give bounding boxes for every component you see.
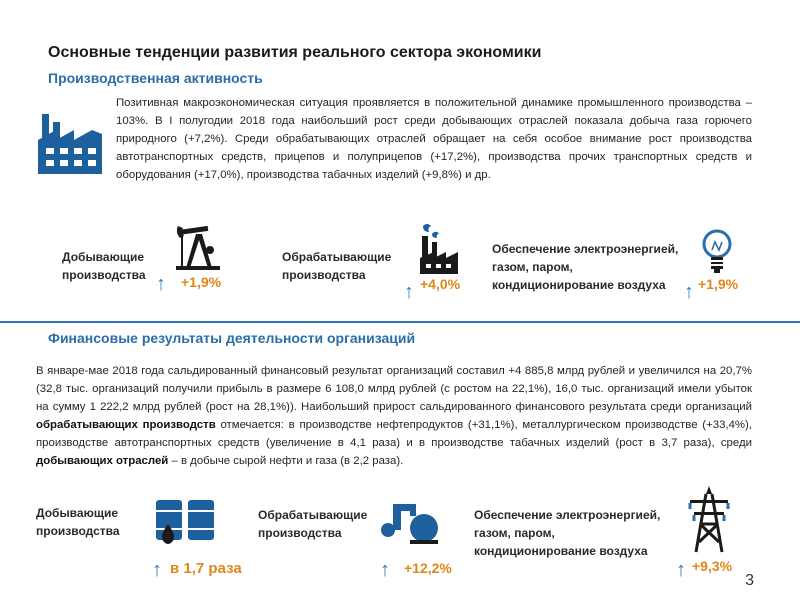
- power-tower-icon: [686, 484, 732, 554]
- factory-building-icon: [36, 104, 104, 174]
- s2-manufacturing-value: +12,2%: [404, 560, 452, 576]
- up-arrow-icon: ↑: [380, 559, 390, 581]
- section-heading-finance: Финансовые результаты деятельности организаций: [48, 330, 416, 346]
- s1-mining-label: Добывающие производства: [62, 250, 146, 282]
- s2-energy-label: Обеспечение электроэнергией, газом, паром, кондиционирование воздуха: [474, 508, 661, 558]
- up-arrow-icon: ↑: [684, 281, 694, 303]
- up-arrow-icon: ↑: [156, 273, 166, 295]
- up-arrow-icon: ↑: [152, 559, 162, 581]
- s2-mining-value: в 1,7 раза: [170, 560, 242, 577]
- slide-title: Основные тенденции развития реального сектора экономики: [48, 44, 542, 61]
- up-arrow-icon: ↑: [404, 281, 414, 303]
- up-arrow-icon: ↑: [676, 559, 686, 581]
- s1-mining-value: +1,9%: [181, 274, 222, 290]
- s1-energy-value: +1,9%: [698, 276, 739, 292]
- page-number: 3: [745, 572, 754, 589]
- factory-icon: [418, 222, 458, 274]
- s2-energy-value: +9,3%: [692, 558, 733, 574]
- gas-tank-icon: [380, 490, 440, 546]
- finance-paragraph: В январе-мае 2018 года сальдированный финансовый результат организаций составил +4 885,8 млрд рублей и увеличился на 20,7% (32,8 тыс. организаций получили прибыль в размере 6 108,0 млрд рублей (с ростом на 22,1%), 16,0 тыс. организаций имели убыток на сумму 1 222,2 млрд рублей (рост на 28,1%)). Наибольший прирост сальдированного финансового результата среди организаций обрабатывающих производств отмечается: в производстве нефтепродуктов (+31,1%), металлургическом производстве (+33,4%), производстве автотранспортных средств (увеличение в 4,1 раза) и в производстве табачных изделий (рост в 3,7 раза), среди добывающих отраслей – в добыче сырой нефти и газа (в 2,2 раза).: [36, 365, 752, 467]
- s1-manufacturing-label: Обрабатывающие производства: [282, 250, 392, 282]
- production-paragraph: Позитивная макроэкономическая ситуация проявляется в положительной динамике промышленного производства – 103%. В I полугодии 2018 года наибольший рост среди добывающих отраслей показала добыча газа горючего природного (+7,2%). Среди обрабатывающих отраслей обращает на себя особое внимание рост производства автотранспортных средств, прицепов и полуприцепов (+17,2%), производства прочих транспортных средств и оборудования (+17,0%), производства табачных изделий (+9,8%) и др.: [116, 97, 752, 181]
- section-heading-production: Производственная активность: [48, 70, 263, 86]
- oil-pump-icon: [176, 220, 220, 272]
- oil-barrels-icon: [154, 496, 216, 548]
- s2-manufacturing-label: Обрабатывающие производства: [258, 508, 368, 540]
- section-divider: [0, 321, 800, 323]
- s1-manufacturing-value: +4,0%: [420, 276, 461, 292]
- s1-energy-label: Обеспечение электроэнергией, газом, паром, кондиционирование воздуха: [492, 242, 679, 292]
- s2-mining-label: Добывающие производства: [36, 506, 120, 538]
- lightbulb-icon: [700, 228, 734, 274]
